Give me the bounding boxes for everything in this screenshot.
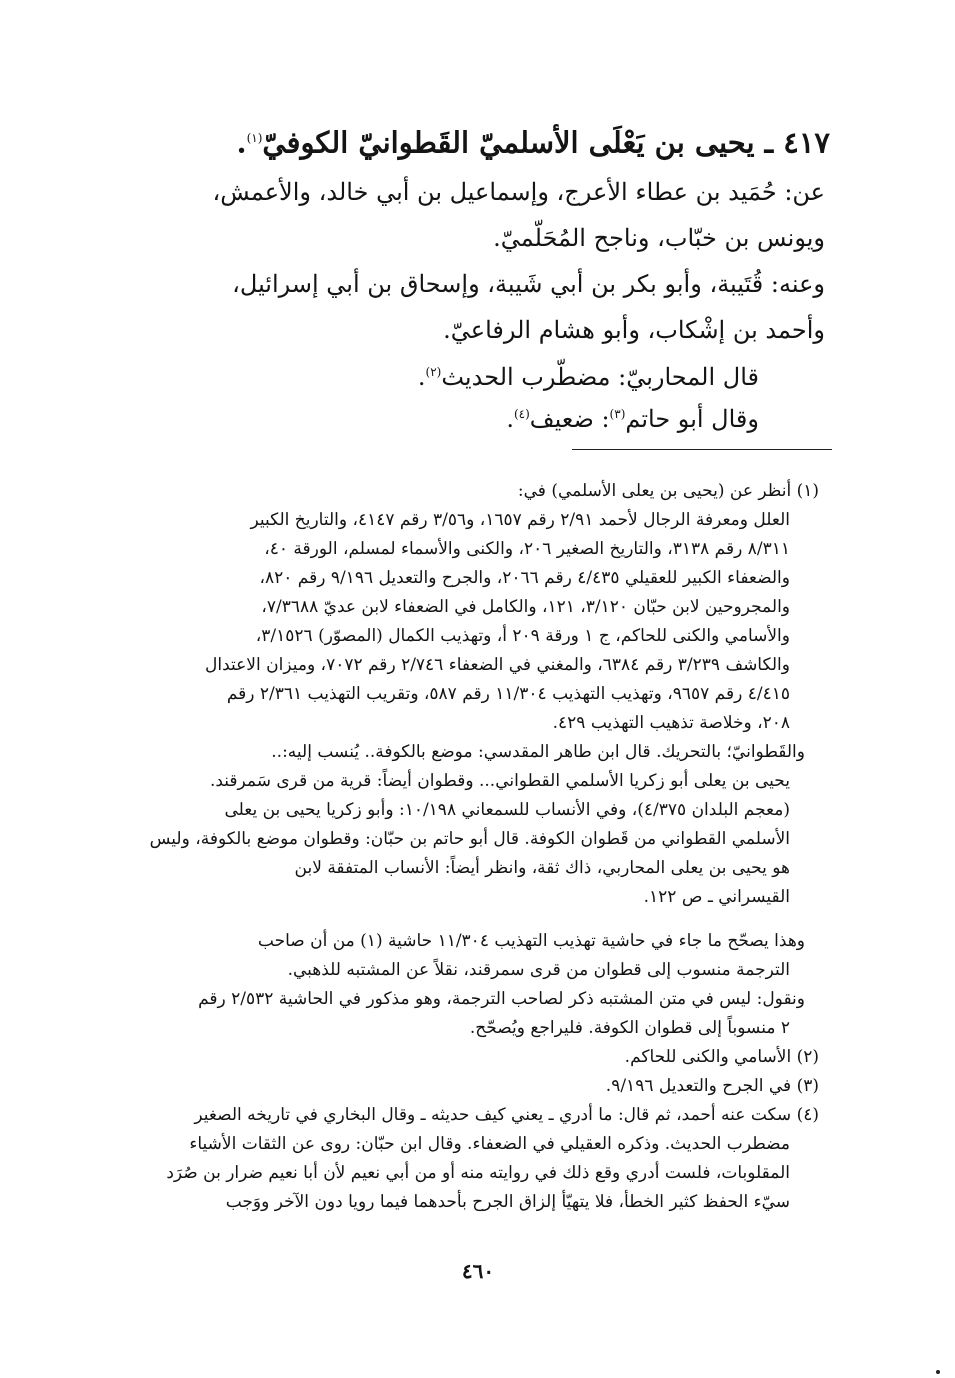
footnote-ref-2: (٢) (425, 365, 442, 379)
entry-heading: ٤١٧ ـ يحيى بن يَعْلَى الأسلميّ القَطوانيّ الكوفيّ$^{(١)}$. (236, 125, 830, 160)
footnote-1-qatawani-note: والقَطوانيّ؛ بالتحريك. قال ابن طاهر المقدسي: موضع بالكوفة.. يُنسب إليه:.. (271, 742, 805, 762)
footnote-separator (572, 449, 832, 450)
footnote-1-qatawani-note: الأسلمي القطواني من قَطوان الكوفة. قال أبو حاتم بن حبّان: وقطوان موضع بالكوفة، وليس (149, 829, 790, 849)
footnote-ref-3: (٣) (609, 407, 626, 421)
footnote-2: (٢) الأسامي والكنى للحاكم. (624, 1047, 819, 1067)
footnote-1-line: والمجروحين لابن حبّان ٣/١٢٠، ١٢١، والكامل في الضعفاء لابن عديّ ٧/٣٦٨٨، (261, 597, 790, 617)
footnote-4-line: سيّء الحفظ كثير الخطأ، فلا يتهيّأ إلزاق الجرح بأحدهما فيما رويا دون الآخر ووَجب (225, 1192, 790, 1212)
footnote-1-qatawani-note: (معجم البلدان ٤/٣٧٥)، وفي الأنساب للسمعاني ١٠/١٩٨: وأبو زكريا يحيى بن يعلى (224, 800, 790, 820)
footnote-4-line: (٤) سكت عنه أحمد، ثم قال: ما أدري ـ يعني كيف حديثه ـ وقال البخاري في تاريخه الصغير (194, 1105, 819, 1125)
footnote-4-line: المقلوبات، فلست أدري وقع ذلك في روايته منه أو من أبي نعيم لأن أبا نعيم ضرار بن صُرَد (166, 1163, 790, 1183)
footnote-1-remark: ٢ منسوباً إلى قطوان الكوفة. فليراجع ويُصحّح. (469, 1018, 790, 1038)
narrated-by-line-2: وأحمد بن إشْكاب، وأبو هشام الرفاعيّ. (443, 316, 825, 344)
narrated-by-line-1: وعنه: قُتَيبة، وأبو بكر بن أبي شَيبة، وإسحاق بن أبي إسرائيل، (232, 270, 825, 298)
quote-muharibi: قال المحاربيّ: مضطّرب الحديث$^{(٢)}$. (417, 363, 759, 391)
footnote-1-correction: الترجمة منسوب إلى قطوان من قرى سمرقند، نقلاً عن المشتبه للذهبي. (287, 960, 790, 980)
narrated-from-line-2: ويونس بن خبّاب، وناجح المُحَلّميّ. (493, 224, 825, 252)
page-number: ٤٦٠ (461, 1259, 495, 1283)
footnote-1-line: ٤/٤١٥ رقم ٩٦٥٧، وتهذيب التهذيب ١١/٣٠٤ رقم ٥٨٧، وتقريب التهذيب ٢/٣٦١ رقم (226, 684, 790, 704)
footnote-1-line: والأسامي والكنى للحاكم، ج ١ ورقة ٢٠٩ أ، وتهذيب الكمال (المصوّر) ٣/١٥٢٦، (255, 626, 790, 646)
entry-title: ٤١٧ ـ يحيى بن يَعْلَى الأسلميّ القَطوانيّ الكوفيّ (262, 125, 830, 160)
footnote-1-line: العلل ومعرفة الرجال لأحمد ٢/٩١ رقم ١٦٥٧، و٣/٥٦ رقم ٤١٤٧، والتاريخ الكبير (250, 510, 790, 530)
footnote-1-qatawani-note: هو يحيى بن يعلى المحاربي، ذاك ثقة، وانظر أيضاً: الأنساب المتفقة لابن (294, 858, 790, 878)
narrated-from-line-1: عن: حُمَيد بن عطاء الأعرج، وإسماعيل بن أبي خالد، والأعمش، (212, 178, 825, 206)
footnote-1-qatawani-note: القيسراني ـ ص ١٢٢. (643, 887, 790, 907)
scan-speck (936, 1370, 940, 1374)
quote-abu-hatim: وقال أبو حاتم$^{(٣)}$: ضعيف$^{(٤)}$. (506, 405, 759, 433)
footnote-3: (٣) في الجرح والتعديل ٩/١٩٦. (605, 1076, 819, 1096)
footnote-4-line: مضطرب الحديث. وذكره العقيلي في الضعفاء. وقال ابن حبّان: روى عن الثقات الأشياء (189, 1134, 790, 1154)
footnote-1-line: والكاشف ٣/٢٣٩ رقم ٦٣٨٤، والمغني في الضعفاء ٢/٧٤٦ رقم ٧٠٧٢، وميزان الاعتدال (205, 655, 790, 675)
footnote-1-remark: ونقول: ليس في متن المشتبه ذكر لصاحب الترجمة، وهو مذكور في الحاشية ٢/٥٣٢ رقم (198, 989, 805, 1009)
footnote-1-line: والضعفاء الكبير للعقيلي ٤/٤٣٥ رقم ٢٠٦٦، والجرح والتعديل ٩/١٩٦ رقم ٨٢٠، (259, 568, 790, 588)
footnote-ref-4: (٤) (513, 407, 530, 421)
footnote-1-correction: وهذا يصحّح ما جاء في حاشية تهذيب التهذيب ١١/٣٠٤ حاشية (١) من أن صاحب (257, 931, 805, 951)
footnote-1-qatawani-note: يحيى بن يعلى أبو زكريا الأسلمي القطواني... وقطوان أيضاً: قرية من قرى سَمرقند. (209, 771, 790, 791)
footnote-1-line: ٨/٣١١ رقم ٣١٣٨، والتاريخ الصغير ٢٠٦، والكنى والأسماء لمسلم، الورقة ٤٠، (264, 539, 790, 559)
footnote-1-head: (١) أنظر عن (يحيى بن يعلى الأسلمي) في: (517, 481, 819, 501)
footnote-1-line: ٢٠٨، وخلاصة تذهيب التهذيب ٤٢٩. (552, 713, 790, 733)
footnote-ref-1: (١) (246, 131, 263, 145)
